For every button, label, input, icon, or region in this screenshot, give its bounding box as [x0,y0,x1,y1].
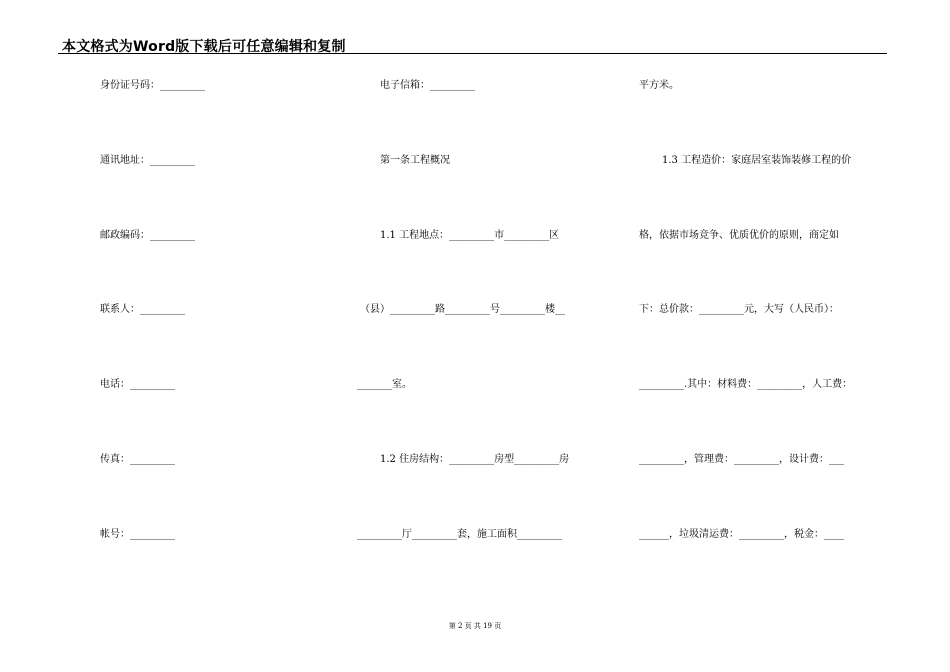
left-line-address: 通讯地址：_________ [100,155,195,166]
header-divider [58,53,887,54]
header-title: 本文格式为Word版下载后可任意编辑和复制 [62,39,346,55]
middle-line-room: _______室。 [357,379,412,390]
left-line-postcode: 邮政编码：_________ [100,230,195,241]
right-line-pricing: 格，依据市场竞争、优质优价的原则，商定如 [639,230,839,241]
middle-line-location: 1.1 工程地点：_________市_________区 [380,230,560,241]
middle-line-county: （县）_________路_________号_________楼__ [360,304,565,315]
middle-line-hall: _________厅_________套，施工面积_________ [357,529,562,540]
left-line-contact: 联系人：_________ [100,304,185,315]
middle-line-structure: 1.2 住房结构：_________房型_________房 [380,454,570,465]
right-line-materials: _________.其中：材料费：_________，人工费： [639,379,853,390]
right-line-total: 下：总价款：_________元，大写（人民币）： [639,304,839,315]
left-line-phone: 电话：_________ [100,379,175,390]
right-line-cost: 1.3 工程造价：家庭居室装饰装修工程的价 [662,155,852,166]
middle-line-email: 电子信箱：_________ [380,80,475,91]
left-line-fax: 传真：_________ [100,454,175,465]
middle-line-section-title: 第一条工程概况 [380,155,450,166]
left-line-account: 帐号：_________ [100,529,175,540]
left-line-id-number: 身份证号码：_________ [100,80,205,91]
right-line-garbage: ______，垃圾清运费：_________，税金：____ [639,529,844,540]
right-line-sqm: 平方米。 [639,80,679,91]
page-number: 第 2 页 共 19 页 [448,622,502,630]
right-line-management: _________，管理费：_________，设计费：___ [639,454,844,465]
